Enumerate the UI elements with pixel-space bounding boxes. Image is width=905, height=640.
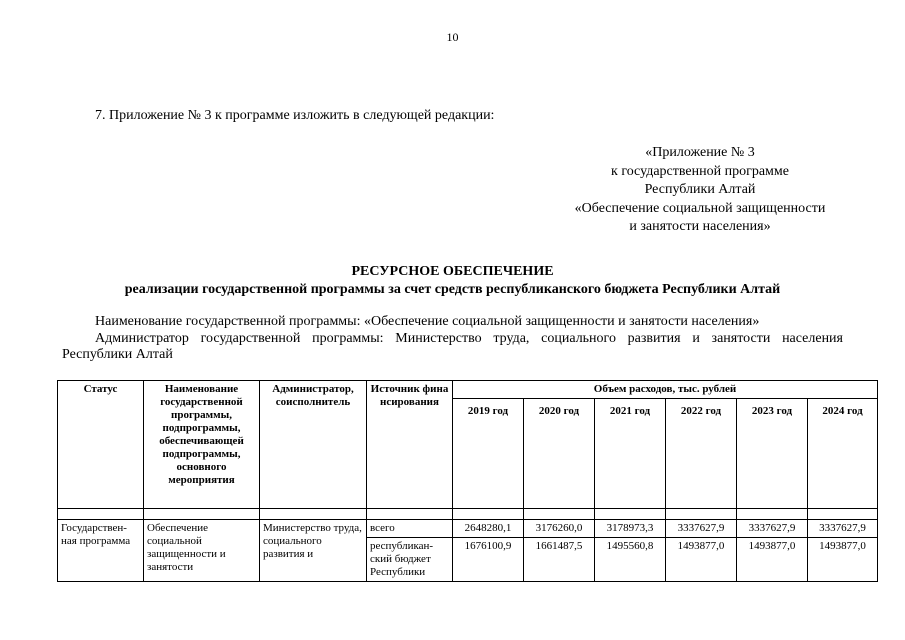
intro-line: 7. Приложение № 3 к программе изложить в следующей редакции: [95,108,495,123]
header-name: Наименование государственной программы, подпрограммы, обеспечивающей подпрограммы, основного мероприятия [144,381,260,509]
page-number: 10 [446,30,459,44]
document-title: РЕСУРСНОЕ ОБЕСПЕЧЕНИЕ [351,264,554,279]
row-value: 3178973,3 [595,520,666,538]
document-subtitle: реализации государственной программы за счет средств республиканского бюджета Республики Алтай [124,282,781,297]
row-value: 3176260,0 [524,520,595,538]
row-value: 2648280,1 [453,520,524,538]
administrator-line: Администратор государственной программы: Министерство труда, социального развития и занятости населения [95,331,843,346]
table-spacer-row [58,509,878,520]
header-year: 2019 год [453,399,524,509]
header-source: Источник финансирования [367,381,453,509]
program-name-line: Наименование государственной программы: «Обеспечение социальной защищенности и занятости населения» [95,314,760,329]
header-year: 2020 год [524,399,595,509]
row-value: 1493877,0 [666,538,737,582]
appendix-line: «Приложение № 3 [645,145,755,160]
header-expenses: Объем расходов, тыс. рублей [453,381,878,399]
table-row [58,520,878,538]
row-status: Государствен-ная программа [58,520,144,582]
header-year: 2021 год [595,399,666,509]
appendix-line: Республики Алтай [644,182,756,197]
row-value: 3337627,9 [808,520,878,538]
resource-table [57,380,878,582]
row-value: 3337627,9 [666,520,737,538]
row-value: 1493877,0 [808,538,878,582]
row-value: 1493877,0 [737,538,808,582]
row-value: 1495560,8 [595,538,666,582]
row-source: республикан-ский бюджет Республики [367,538,453,582]
administrator-line-continued: Республики Алтай [62,347,173,362]
row-source: всего [367,520,453,538]
header-year: 2024 год [808,399,878,509]
header-status: Статус [58,381,144,509]
appendix-line: и занятости населения» [629,219,771,234]
header-year: 2022 год [666,399,737,509]
row-value: 1661487,5 [524,538,595,582]
row-admin: Министерство труда, социального развития и [260,520,367,582]
row-value: 3337627,9 [737,520,808,538]
appendix-line: «Обеспечение социальной защищенности [574,200,826,216]
row-value: 1676100,9 [453,538,524,582]
table-header-row [58,381,878,399]
appendix-line: к государственной программе [611,163,789,179]
appendix-header [540,144,860,237]
header-admin: Администратор, соисполнитель [260,381,367,509]
header-year: 2023 год [737,399,808,509]
row-name: Обеспечение социальной защищенности и занятости [144,520,260,582]
